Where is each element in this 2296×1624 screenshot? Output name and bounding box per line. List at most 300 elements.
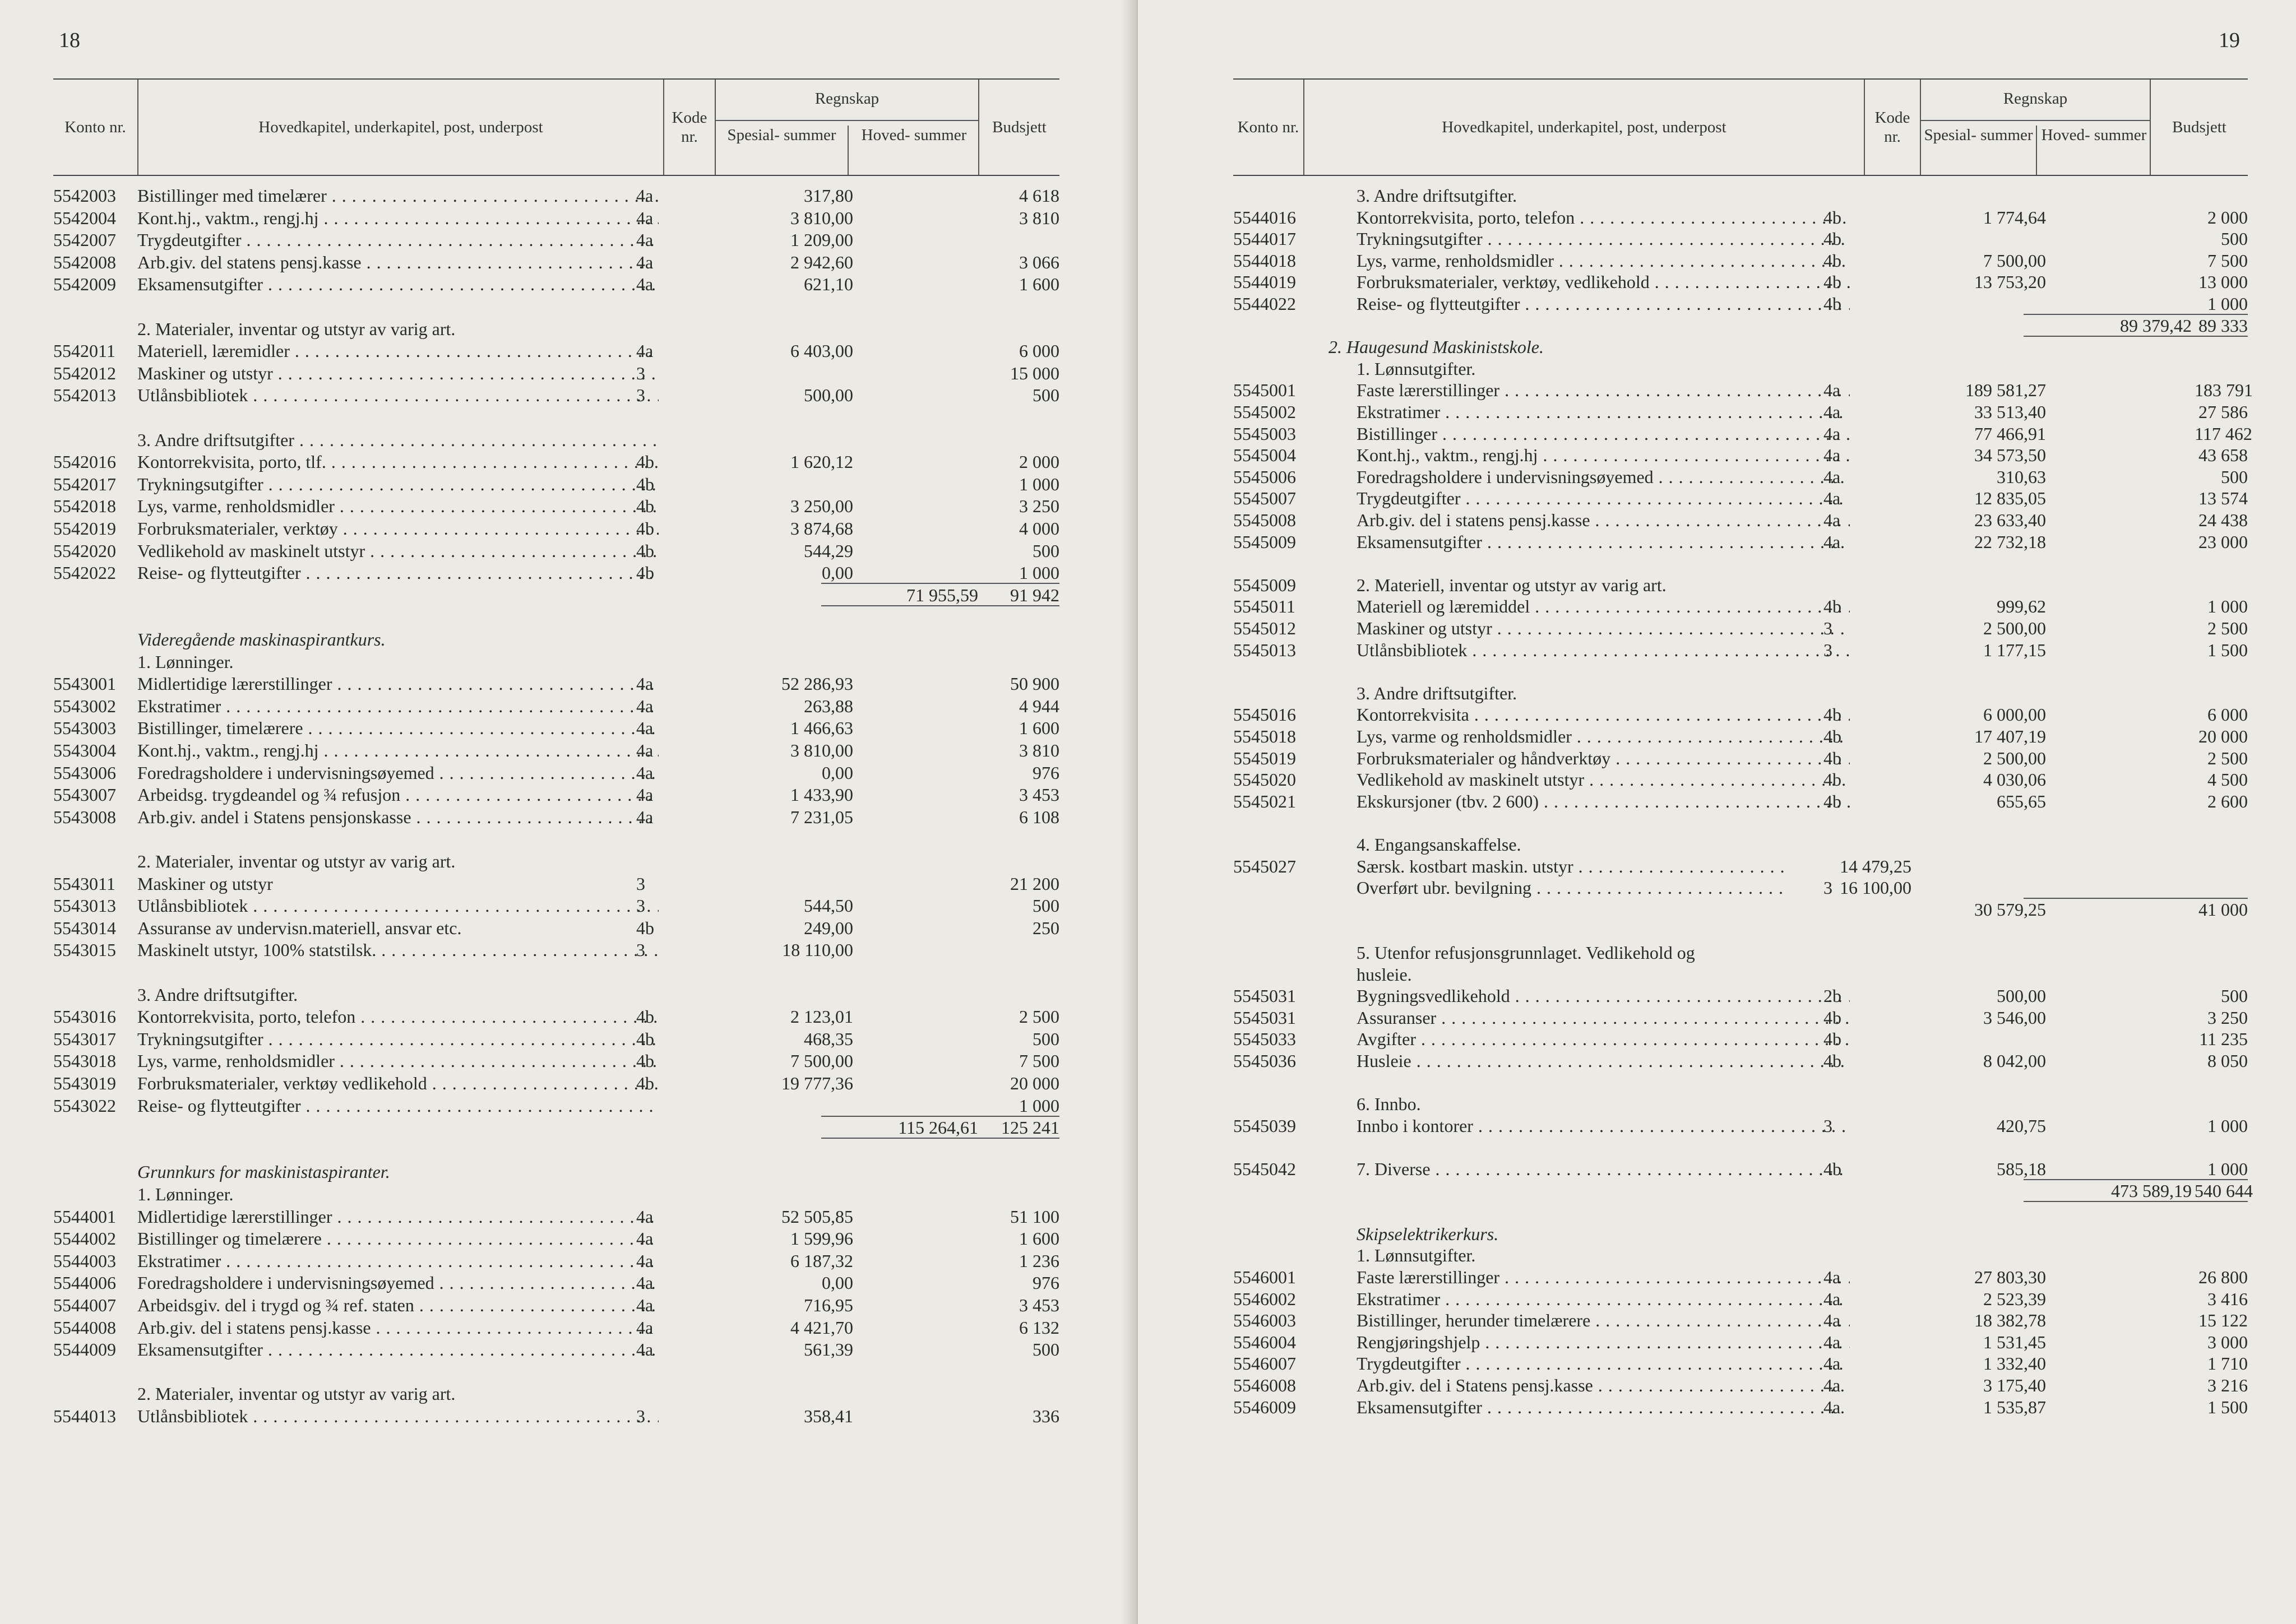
description-cell: Reise- og flytteutgifter . . .: [137, 562, 659, 583]
description-cell: Arb.giv. del i statens pensj.kasse . . .: [1357, 509, 1850, 531]
spesial-cell: 3 810,00: [790, 740, 853, 760]
description-cell: 4. Engangsanskaffelse.: [1357, 834, 1521, 855]
description-cell: Skipselektrikerkurs.: [1357, 1223, 1499, 1244]
spesial-cell: 1 620,12: [790, 452, 853, 472]
spesial-cell: 3 546,00: [1983, 1007, 2046, 1028]
table-row: [1233, 1396, 2248, 1418]
table-row: [53, 1050, 1059, 1071]
budsjett-cell: 3 810: [1019, 207, 1059, 228]
table-row: [1233, 834, 2248, 855]
table-row: [1233, 1288, 2248, 1310]
table-row: [53, 1228, 1059, 1249]
spesial-cell: 2 942,60: [790, 252, 853, 272]
spesial-cell: 8 042,00: [1983, 1051, 2046, 1071]
konto-cell: 5545006: [1233, 466, 1296, 487]
description-cell: Reise- og flytteutgifter . . .: [1357, 293, 1850, 314]
spesial-cell: 317,80: [804, 185, 853, 206]
konto-cell: 5542012: [53, 363, 116, 383]
table-row: [1233, 1375, 2248, 1396]
kode-cell: 4b: [636, 917, 654, 938]
table-row: [1233, 1201, 2248, 1223]
table-row: [1233, 596, 2248, 617]
spesial-cell: 34 573,50: [1974, 445, 2046, 466]
konto-cell: 5543008: [53, 806, 116, 827]
table-row: [53, 1294, 1059, 1316]
header-hovedsum: Hoved- summer: [848, 126, 979, 175]
header-budsjett: Budsjett: [2172, 118, 2226, 136]
description-cell: Foredragsholdere i undervisningsøyemed . . .: [137, 762, 659, 783]
kode-cell: 4b: [1823, 229, 1841, 249]
spesial-cell: 0,00: [822, 1273, 853, 1293]
table-row: [53, 185, 1059, 206]
table-row: [53, 207, 1059, 229]
konto-cell: 5545033: [1233, 1029, 1296, 1050]
description-cell: Bistillinger . . .: [1357, 423, 1850, 444]
konto-cell: 5543016: [53, 1006, 116, 1027]
description-cell: 1. Lønninger.: [137, 1184, 234, 1204]
konto-cell: 5545003: [1233, 423, 1296, 444]
konto-cell: 5542020: [53, 540, 116, 561]
description-cell: 5. Utenfor refusjonsgrunnlaget. Vedlikehold og: [1357, 943, 1695, 963]
kode-cell: 4b: [1823, 769, 1841, 790]
spesial-cell: 420,75: [1997, 1115, 2046, 1136]
description-cell: Bistillinger, herunder timelærere . . .: [1357, 1310, 1850, 1331]
description-cell: Trygdeutgifter . . .: [137, 229, 659, 250]
konto-cell: 5543007: [53, 785, 116, 805]
kode-cell: 3: [636, 940, 645, 961]
spesial-cell: 19 777,36: [781, 1073, 853, 1093]
description-cell: Midlertidige lærerstillinger . . .: [137, 1206, 659, 1227]
kode-cell: 4a: [1823, 423, 1841, 444]
budsjett-cell: 500: [1033, 1028, 1059, 1049]
spesial-cell: 500,00: [804, 385, 853, 406]
header-regnskap: Regnskap: [814, 90, 879, 108]
table-row: [1233, 964, 2248, 985]
budsjett-cell: 500: [1033, 385, 1059, 406]
table-row: [53, 363, 1059, 384]
table-row: [1233, 574, 2248, 596]
description-cell: 1. Lønnsutgifter.: [1357, 358, 1476, 379]
spesial-cell: 716,95: [804, 1295, 853, 1315]
budsjett-cell: 540 644: [2195, 1180, 2253, 1201]
kode-cell: 4a: [636, 230, 654, 250]
table-row: [53, 895, 1059, 916]
budsjett-cell: 2 000: [1019, 452, 1059, 472]
table-row: [1233, 726, 2248, 747]
table-row: [1233, 856, 2248, 877]
kode-cell: 3: [636, 873, 645, 894]
konto-cell: 5545011: [1233, 596, 1295, 617]
table-row: [53, 584, 1059, 606]
konto-cell: 5543014: [53, 917, 116, 938]
description-cell: Lys, varme, renholdsmidler . . .: [1357, 250, 1850, 271]
budsjett-cell: 3 810: [1019, 740, 1059, 760]
kode-cell: 4a: [636, 274, 654, 295]
spesial-cell: 621,10: [804, 274, 853, 295]
description-cell: Reise- og flytteutgifter . . .: [137, 1095, 659, 1116]
table-row: [1233, 466, 2248, 488]
table-row: [53, 962, 1059, 983]
budsjett-cell: 3 453: [1019, 785, 1059, 805]
table-row: [53, 518, 1059, 539]
budsjett-cell: 1 000: [1019, 474, 1059, 494]
table-row: [53, 1339, 1059, 1360]
description-cell: Maskinelt utstyr, 100% statstilsk. . . .: [137, 939, 659, 961]
table-row: [1233, 379, 2253, 401]
table-row: [53, 340, 1059, 361]
hovedsum-cell: 89 379,42: [2120, 315, 2192, 336]
konto-cell: 5542008: [53, 252, 116, 272]
budsjett-cell: 24 438: [2198, 510, 2248, 530]
konto-cell: 5543017: [53, 1028, 116, 1049]
spesial-cell: 1 535,87: [1983, 1396, 2046, 1417]
description-cell: Eksamensutgifter . . .: [137, 273, 659, 295]
table-row: [1233, 985, 2248, 1006]
kode-cell: 2b: [1823, 986, 1841, 1006]
konto-cell: 5542011: [53, 341, 115, 361]
konto-cell: 5542009: [53, 274, 116, 295]
table-row: [1233, 444, 2248, 466]
description-cell: 2. Materialer, inventar og utstyr av varig art.: [137, 318, 456, 339]
kode-cell: 4a: [636, 1339, 654, 1360]
budsjett-cell: 1 710: [2207, 1353, 2248, 1374]
table-row: [53, 429, 1059, 451]
kode-cell: 4b: [636, 1073, 654, 1093]
budsjett-cell: 1 000: [2207, 1159, 2248, 1179]
konto-cell: 5545031: [1233, 1007, 1296, 1028]
konto-cell: 5544017: [1233, 229, 1296, 249]
table-row: [1233, 1223, 2248, 1245]
budsjett-cell: 336: [1033, 1406, 1059, 1426]
konto-cell: 5542003: [53, 185, 116, 206]
spesial-cell: 18 382,78: [1974, 1310, 2046, 1331]
description-cell: Eksamensutgifter . . .: [137, 1339, 659, 1360]
kode-cell: 4b: [1823, 1051, 1841, 1071]
spesial-cell: 3 874,68: [790, 518, 853, 539]
table-row: [53, 318, 1059, 340]
table-row: [1233, 769, 2248, 790]
konto-cell: 5545004: [1233, 445, 1296, 466]
table-row: [1233, 1028, 2248, 1050]
kode-cell: 3: [1823, 1115, 1832, 1136]
table-row: [1233, 207, 2248, 228]
description-cell: Særsk. kostbart maskin. utstyr . . .: [1357, 856, 1788, 877]
budsjett-cell: 50 900: [1010, 674, 1059, 694]
table-row: [53, 252, 1059, 273]
spesial-cell: 1 599,96: [790, 1228, 853, 1249]
budsjett-cell: 23 000: [2198, 531, 2248, 552]
konto-cell: 5543001: [53, 674, 116, 694]
konto-cell: 5543011: [53, 873, 115, 894]
kode-cell: 4a: [636, 1228, 654, 1249]
konto-cell: 5545019: [1233, 748, 1296, 768]
description-cell: Faste lærerstillinger . . .: [1357, 1266, 1850, 1288]
spesial-cell: 17 407,19: [1974, 726, 2046, 746]
budsjett-cell: 8 050: [2207, 1051, 2248, 1071]
table-row: [53, 806, 1059, 828]
budsjett-cell: 27 586: [2198, 402, 2248, 422]
description-cell: Trykningsutgifter . . .: [1357, 228, 1850, 249]
kode-cell: 3: [636, 895, 645, 916]
kode-cell: 4b: [1823, 704, 1841, 725]
kode-cell: 4a: [1823, 380, 1841, 401]
kode-cell: 4a: [1823, 466, 1841, 487]
kode-cell: 4a: [1823, 1353, 1841, 1374]
kode-cell: 4a: [636, 185, 654, 206]
budsjett-cell: 250: [1033, 917, 1059, 938]
budsjett-cell: 11 235: [2199, 1029, 2248, 1050]
spesial-cell: 3 250,00: [790, 496, 853, 517]
konto-cell: 5543019: [53, 1073, 116, 1093]
konto-cell: 5545007: [1233, 488, 1296, 509]
table-row: [1233, 1050, 2248, 1071]
spesial-cell: 1 209,00: [790, 230, 853, 250]
spesial-cell: 3 810,00: [790, 207, 853, 228]
description-cell: Trykningsutgifter . . .: [137, 1028, 659, 1050]
spesial-cell: 3 175,40: [1983, 1375, 2046, 1395]
description-cell: Faste lærerstillinger . . .: [1357, 379, 1850, 401]
konto-cell: 5542022: [53, 563, 116, 583]
table-row: [1233, 1007, 2248, 1028]
kode-cell: 4b: [1823, 748, 1841, 768]
table-row: [1233, 358, 2248, 379]
konto-cell: 5543004: [53, 740, 116, 760]
hovedsum-cell: 473 589,19: [2111, 1180, 2192, 1201]
budsjett-cell: 1 236: [1019, 1250, 1059, 1271]
kode-cell: 4b: [636, 1028, 654, 1049]
description-cell: Trygdeutgifter . . .: [1357, 488, 1850, 509]
table-row: [53, 1250, 1059, 1272]
description-cell: 6. Innbo.: [1357, 1094, 1421, 1115]
budsjett-cell: 15 122: [2198, 1310, 2248, 1331]
konto-cell: 5542013: [53, 385, 116, 406]
table-row: [53, 629, 1059, 650]
kode-cell: 4a: [636, 207, 654, 228]
budsjett-cell: 7 500: [2207, 250, 2248, 271]
description-cell: Forbruksmaterialer og håndverktøy . . .: [1357, 748, 1850, 769]
spesial-cell: 1 531,45: [1983, 1331, 2046, 1352]
table-row: [53, 384, 1059, 406]
table-row: [53, 695, 1059, 717]
description-cell: Kontorrekvisita, porto, telefon . . .: [1357, 207, 1850, 228]
kode-cell: 4a: [1823, 402, 1841, 422]
spesial-cell: 1 466,63: [790, 718, 853, 739]
table-row: [1233, 531, 2248, 553]
table-row: [53, 1095, 1059, 1116]
hovedsum-cell: 115 264,61: [898, 1117, 978, 1138]
konto-cell: 5545036: [1233, 1051, 1296, 1071]
table-row: [53, 451, 1059, 472]
table-row: [1233, 748, 2248, 769]
description-cell: Trykningsutgifter . . .: [137, 474, 659, 495]
spesial-cell: 6 187,32: [790, 1250, 853, 1271]
kode-cell: 4a: [1823, 1288, 1841, 1309]
budsjett-cell: 3 066: [1019, 252, 1059, 272]
konto-cell: 5545009: [1233, 574, 1296, 595]
spesial-cell: 310,63: [1997, 466, 2046, 487]
spesial-cell: 0,00: [822, 563, 853, 583]
spesial-cell: 52 286,93: [781, 674, 853, 694]
kode-cell: 4a: [1823, 1331, 1841, 1352]
konto-cell: 5542019: [53, 518, 116, 539]
kode-cell: 4a: [636, 740, 654, 760]
description-cell: Eksamensutgifter . . .: [1357, 531, 1850, 553]
table-row: [1233, 920, 2248, 941]
description-cell: 7. Diverse . . .: [1357, 1158, 1850, 1180]
table-row: [53, 740, 1059, 761]
header-hoved: Hovedkapitel, underkapitel, post, underpost: [1442, 118, 1726, 136]
description-cell: Bygningsvedlikehold . . .: [1357, 985, 1850, 1006]
table-row: [1233, 509, 2248, 531]
table-row: [53, 673, 1059, 694]
spesial-cell: 655,65: [1997, 791, 2046, 811]
table-row: [1233, 812, 2248, 833]
description-cell: 3. Andre driftsutgifter.: [1357, 683, 1517, 703]
konto-cell: 5546004: [1233, 1331, 1296, 1352]
budsjett-cell: 3 416: [2207, 1288, 2248, 1309]
budsjett-cell: 6 108: [1019, 806, 1059, 827]
kode-cell: 4b: [1823, 250, 1841, 271]
budsjett-cell: 500: [2221, 229, 2248, 249]
table-row: [1233, 1331, 2248, 1353]
header-regnskap: Regnskap: [2003, 90, 2068, 108]
description-cell: Foredragsholdere i undervisningsøyemed . . .: [137, 1272, 659, 1293]
table-row: [53, 784, 1059, 805]
description-cell: Forbruksmaterialer, verktøy vedlikehold . . .: [137, 1073, 659, 1094]
kode-cell: 3: [1823, 618, 1832, 638]
konto-cell: 5545031: [1233, 986, 1296, 1006]
kode-cell: 4b: [636, 563, 654, 583]
kode-cell: 3: [636, 1406, 645, 1426]
table-row: [53, 1139, 1059, 1161]
budsjett-cell: 6 132: [1019, 1317, 1059, 1338]
budsjett-cell: 21 200: [1010, 873, 1059, 894]
spesial-cell: 7 231,05: [790, 806, 853, 827]
budsjett-cell: 976: [1033, 762, 1059, 783]
konto-cell: 5542017: [53, 474, 116, 494]
budsjett-cell: 183 791: [2195, 380, 2253, 401]
description-cell: Vedlikehold av maskinelt utstyr . . .: [1357, 769, 1850, 790]
budsjett-cell: 1 500: [2207, 639, 2248, 660]
page-number: 19: [2219, 29, 2240, 52]
table-row: [1233, 228, 2248, 249]
table-row: [53, 1317, 1059, 1338]
description-cell: Arb.giv. del statens pensj.kasse . . .: [137, 252, 659, 273]
table-row: [1233, 1115, 2248, 1136]
table-row: [1233, 185, 2248, 206]
konto-cell: 5545020: [1233, 769, 1296, 790]
budsjett-cell: 4 944: [1019, 695, 1059, 716]
konto-cell: 5545008: [1233, 510, 1296, 530]
table-row: [53, 1361, 1059, 1382]
kode-cell: 4b: [1823, 1029, 1841, 1050]
konto-cell: 5545027: [1233, 856, 1296, 876]
table-row: [1233, 488, 2248, 509]
table-row: [53, 407, 1059, 428]
kode-cell: 4a: [636, 1317, 654, 1338]
budsjett-cell: 6 000: [2207, 704, 2248, 725]
description-cell: Lys, varme, renholdsmidler . . .: [137, 495, 659, 517]
kode-cell: 4b: [1823, 294, 1841, 314]
spesial-cell: 585,18: [1997, 1159, 2046, 1179]
table-row: [1233, 250, 2248, 271]
table-row: [1233, 1072, 2248, 1093]
table-header: [53, 78, 1059, 176]
budsjett-cell: 2 500: [1019, 1006, 1059, 1027]
kode-cell: 4a: [636, 762, 654, 783]
table-row: [53, 717, 1059, 739]
table-row: [1233, 899, 2248, 920]
budsjett-cell: 976: [1033, 1273, 1059, 1293]
description-cell: Bistillinger, timelærere . . .: [137, 717, 659, 739]
spesial-cell: 544,29: [804, 540, 853, 561]
description-cell: 3. Andre driftsutgifter . . .: [137, 429, 659, 451]
kode-cell: 4b: [1823, 791, 1841, 811]
header-hovedsum: Hoved- summer: [2036, 126, 2151, 175]
konto-cell: 5544019: [1233, 272, 1296, 293]
konto-cell: 5544007: [53, 1295, 116, 1315]
kode-cell: 4a: [636, 252, 654, 272]
konto-cell: 5545013: [1233, 639, 1296, 660]
budsjett-cell: 13 574: [2198, 488, 2248, 509]
table-row: [53, 1383, 1059, 1404]
kode-cell: 4b: [1823, 1007, 1841, 1028]
table-header: [1233, 78, 2248, 176]
budsjett-cell: 1 000: [2207, 294, 2248, 314]
table-row: [1233, 315, 2248, 336]
header-konto: Konto nr.: [1237, 118, 1299, 136]
budsjett-cell: 2 600: [2207, 791, 2248, 811]
description-cell: Bistillinger og timelærere . . .: [137, 1228, 659, 1249]
spesial-cell: 52 505,85: [781, 1206, 853, 1227]
budsjett-cell: 3 000: [2207, 1331, 2248, 1352]
table-row: [53, 851, 1059, 872]
description-cell: Materiell og læremiddel . . .: [1357, 596, 1850, 617]
kode-cell: 4b: [636, 452, 654, 472]
spesial-cell: 544,50: [804, 895, 853, 916]
kode-cell: 4a: [1823, 1396, 1841, 1417]
konto-cell: 5545009: [1233, 531, 1296, 552]
table-row: [53, 1006, 1059, 1027]
konto-cell: 5545016: [1233, 704, 1296, 725]
konto-cell: 5545021: [1233, 791, 1296, 811]
kode-cell: 4b: [636, 1051, 654, 1071]
table-row: [53, 939, 1059, 961]
table-row: [53, 273, 1059, 295]
spesial-cell: 1 177,15: [1983, 639, 2046, 660]
kode-cell: 4b: [1823, 207, 1841, 228]
spesial-cell: 2 500,00: [1983, 618, 2046, 638]
konto-cell: 5542016: [53, 452, 116, 472]
description-cell: Husleie . . .: [1357, 1050, 1850, 1071]
budsjett-cell: 4 618: [1019, 185, 1059, 206]
description-cell: Kont.hj., vaktm., rengj.hj . . .: [137, 740, 659, 761]
spesial-cell: 13 753,20: [1974, 272, 2046, 293]
budsjett-cell: 1 600: [1019, 718, 1059, 739]
table-row: [1233, 1310, 2248, 1331]
table-row: [53, 1117, 1059, 1138]
table-row: [1233, 271, 2248, 293]
spesial-cell: 358,41: [804, 1406, 853, 1426]
spesial-cell: 30 579,25: [1974, 899, 2046, 920]
kode-cell: 4b: [1823, 596, 1841, 617]
spesial-cell: 6 000,00: [1983, 704, 2046, 725]
spesial-cell: 1 774,64: [1983, 207, 2046, 228]
table-row: [53, 1206, 1059, 1227]
table-row: [1233, 293, 2248, 314]
description-cell: Arb.giv. del i statens pensj.kasse . . .: [137, 1317, 659, 1338]
budsjett-cell: 43 658: [2198, 445, 2248, 466]
